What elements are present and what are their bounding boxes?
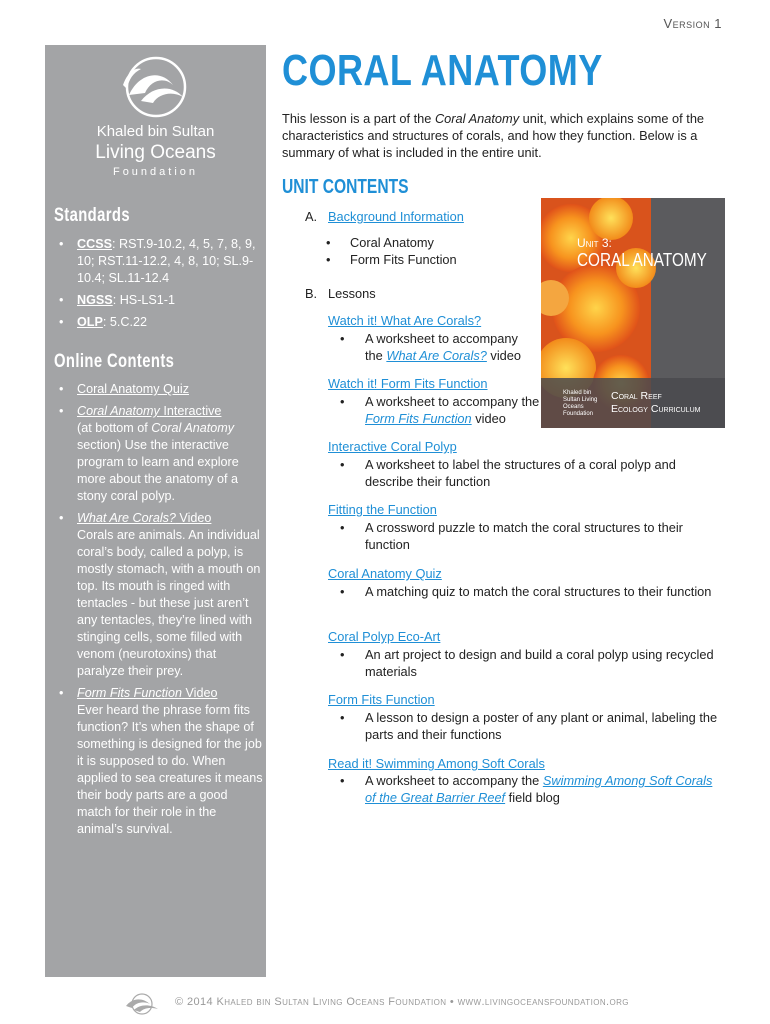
- lesson-description: [365, 330, 535, 364]
- desc-text: A worksheet to accompany the: [365, 394, 540, 409]
- standards-heading: Standards: [54, 205, 130, 226]
- lesson-description: An art project to design and build a coral polyp using recycled materials: [365, 647, 714, 679]
- standard-text: : HS-LS1-1: [112, 293, 175, 307]
- link-rest: Video: [181, 686, 218, 700]
- body-text: (at bottom of: [77, 421, 152, 435]
- body-text: Corals are animals. An individual coral’s body, called a polyp, is mostly stomach, with a mouth on top. Its mouth is ringed with tentacles - but these just aren’t any tentacles, they’re lined with stinging cells, some filled with venom (neurotoxins) that paralyze their prey.: [77, 528, 261, 678]
- footer: [120, 992, 650, 1016]
- standard-text: : 5.C.22: [102, 315, 147, 329]
- section-b-label: Lessons: [328, 286, 376, 301]
- lesson-description: A lesson to design a poster of any plant or animal, labeling the parts and their functions: [365, 710, 718, 742]
- list-item: [59, 685, 264, 838]
- desc-link[interactable]: Swimming Among Soft Corals of the Great Barrier Reef: [365, 773, 713, 805]
- lesson-description: [365, 393, 540, 427]
- version-label: Version 1: [663, 16, 722, 31]
- desc-text: A worksheet to accompany the: [365, 773, 543, 788]
- lesson-link[interactable]: Coral Anatomy Quiz: [328, 566, 442, 581]
- coral-anatomy-interactive-link[interactable]: [77, 404, 221, 418]
- cover-name: CORAL ANATOMY: [577, 250, 707, 270]
- section-a-item: Form Fits Function: [350, 252, 457, 267]
- unit-cover-image: [541, 198, 725, 428]
- link-italic: Coral Anatomy: [77, 404, 160, 418]
- body-text: Ever heard the phrase form fits function? It’s when the shape of something is designed for the job it is supposed to do. When applied to sea creatures it means their body parts are a good match for their role in the animal’s survival.: [77, 703, 263, 836]
- footer-text: © 2014 Khaled bin Sultan Living Oceans Foundation • www.livingoceansfoundation.org: [175, 996, 629, 1008]
- cover-unit: Unit 3:: [577, 236, 612, 250]
- bullet-icon: •: [340, 457, 345, 472]
- form-fits-function-video-link[interactable]: [77, 686, 217, 700]
- lesson-link[interactable]: Read it! Swimming Among Soft Corals: [328, 756, 545, 771]
- section-a-item: Coral Anatomy: [350, 235, 434, 250]
- bullet-icon: •: [340, 584, 345, 599]
- page-title: CORAL ANATOMY: [282, 46, 603, 95]
- bullet-icon: •: [340, 647, 345, 662]
- wave-logo-icon: [120, 992, 164, 1016]
- desc-link[interactable]: Form Fits Function: [365, 411, 472, 426]
- lesson-description: [365, 772, 725, 806]
- standard-label[interactable]: OLP: [77, 315, 103, 329]
- what-are-corals-video-link[interactable]: [77, 511, 211, 525]
- background-information-link[interactable]: Background Information: [328, 209, 464, 224]
- bullet-icon: •: [340, 331, 345, 346]
- desc-text: video: [471, 411, 506, 426]
- bullet-icon: •: [340, 394, 345, 409]
- list-item: [59, 510, 264, 680]
- intro-text: This lesson is a part of the: [282, 111, 435, 126]
- lesson-description: A crossword puzzle to match the coral structures to their function: [365, 520, 683, 552]
- section-b-letter: B.: [305, 286, 318, 301]
- standard-label[interactable]: CCSS: [77, 237, 112, 251]
- body-text: section) Use the interactive program to learn and explore more about the anatomy of a stony coral polyp.: [77, 438, 239, 503]
- list-item: [59, 403, 264, 505]
- body-italic: Coral Anatomy: [151, 421, 235, 435]
- online-contents-list: [59, 381, 264, 843]
- lesson-link[interactable]: Watch it! What Are Corals?: [328, 313, 482, 328]
- list-item: [59, 381, 264, 398]
- list-item: [59, 236, 264, 287]
- standard-label[interactable]: NGSS: [77, 293, 113, 307]
- intro-italic: Coral Anatomy: [434, 111, 520, 126]
- cover-logo-text: Khaled bin Sultan Living Oceans Foundation: [563, 390, 598, 417]
- bullet-icon: •: [340, 773, 345, 788]
- logo-line-1: Khaled bin Sultan: [96, 123, 215, 140]
- link-italic: What Are Corals?: [77, 511, 176, 525]
- link-rest: Interactive: [159, 404, 222, 418]
- desc-text: field blog: [505, 790, 560, 805]
- desc-link[interactable]: What Are Corals?: [386, 348, 487, 363]
- intro-paragraph: [282, 110, 737, 161]
- bullet-icon: •: [340, 520, 345, 535]
- lesson-link[interactable]: Form Fits Function: [328, 692, 435, 707]
- desc-text: video: [486, 348, 522, 363]
- lesson-link[interactable]: Coral Polyp Eco-Art: [328, 629, 441, 644]
- sidebar: [45, 45, 266, 977]
- lesson-link[interactable]: Watch it! Form Fits Function: [328, 376, 488, 391]
- list-item: [59, 292, 264, 309]
- wave-logo-icon: [111, 55, 201, 119]
- bullet-icon: •: [340, 710, 345, 725]
- desc-text: A worksheet to accompany the: [365, 331, 518, 363]
- lesson-description: A matching quiz to match the coral structures to their function: [365, 584, 712, 599]
- cover-curr-line: Ecology Curriculum: [611, 403, 701, 415]
- standard-text: : RST.9-10.2, 4, 5, 7, 8, 9, 10; RST.11-12.2, 4, 8, 10; SL.9-10.4; SL.11-12.4: [77, 237, 256, 285]
- section-a-letter: A.: [305, 209, 318, 224]
- lesson-link[interactable]: Fitting the Function: [328, 502, 437, 517]
- logo-line-2: Living Oceans: [95, 142, 216, 163]
- link-rest: Video: [175, 511, 212, 525]
- intro-text: unit, which explains some of the characteristics and structures of corals, and how they function. Below is a summary of what is included in the entire unit.: [282, 111, 705, 160]
- bullet-icon: •: [326, 235, 331, 250]
- standards-list: [59, 236, 264, 336]
- cover-curriculum: [611, 390, 700, 416]
- lesson-link[interactable]: Interactive Coral Polyp: [328, 439, 457, 454]
- coral-anatomy-quiz-link[interactable]: Coral Anatomy Quiz: [77, 382, 189, 396]
- lesson-description: A worksheet to label the structures of a coral polyp and describe their function: [365, 457, 676, 489]
- bullet-icon: •: [326, 252, 331, 267]
- online-contents-heading: Online Contents: [54, 351, 175, 372]
- logo-line-3: Foundation: [112, 166, 199, 178]
- link-italic: Form Fits Function: [77, 686, 182, 700]
- cover-curr-line: Coral Reef: [611, 390, 662, 402]
- unit-contents-heading: UNIT CONTENTS: [282, 176, 409, 198]
- foundation-logo: [45, 55, 266, 178]
- list-item: [59, 314, 264, 331]
